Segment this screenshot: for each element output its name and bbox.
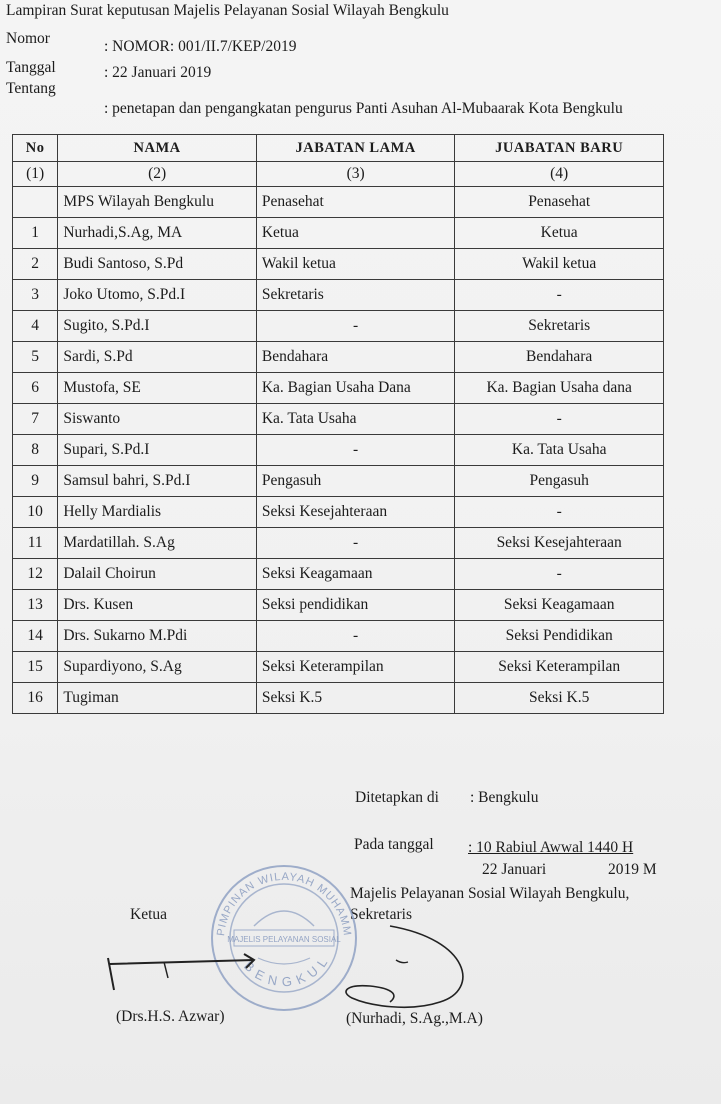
- row-jabatan-lama: Pengasuh: [256, 466, 455, 497]
- row-jabatan-lama: -: [256, 435, 455, 466]
- row-number: 3: [13, 280, 58, 311]
- row-number: 7: [13, 404, 58, 435]
- tentang-label: Tentang: [6, 80, 56, 97]
- table-row: [13, 466, 664, 497]
- ketua-name: (Drs.H.S. Azwar): [116, 1008, 225, 1025]
- row-jabatan-lama: Seksi K.5: [256, 683, 455, 714]
- row-nama: Supardiyono, S.Ag: [58, 652, 257, 683]
- table-row: [13, 218, 664, 249]
- row-number: 12: [13, 559, 58, 590]
- row-nama: Tugiman: [58, 683, 257, 714]
- table-row: [13, 559, 664, 590]
- pengurus-table: [12, 134, 664, 714]
- row-jabatan-lama: Penasehat: [256, 187, 455, 218]
- index-cell: (3): [256, 162, 455, 187]
- row-jabatan-baru: Bendahara: [455, 342, 664, 373]
- sekretaris-label: Sekretaris: [350, 906, 412, 923]
- nomor-value: : NOMOR: 001/II.7/KEP/2019: [104, 38, 297, 55]
- table-row: [13, 590, 664, 621]
- header-no: No: [13, 135, 58, 162]
- table-row: [13, 652, 664, 683]
- row-jabatan-lama: -: [256, 528, 455, 559]
- row-jabatan-baru: Seksi Keterampilan: [455, 652, 664, 683]
- row-number: 5: [13, 342, 58, 373]
- row-jabatan-baru: Pengasuh: [455, 466, 664, 497]
- svg-text:PIMPINAN WILAYAH MUHAMMADIYAH: PIMPINAN WILAYAH MUHAMM: [215, 870, 354, 938]
- document-title: Lampiran Surat keputusan Majelis Pelayanan Sosial Wilayah Bengkulu: [6, 2, 449, 19]
- row-number: 10: [13, 497, 58, 528]
- tanggal-value: : 22 Januari 2019: [104, 64, 212, 81]
- row-jabatan-baru: -: [455, 559, 664, 590]
- row-jabatan-lama: -: [256, 621, 455, 652]
- row-nama: Mardatillah. S.Ag: [58, 528, 257, 559]
- row-jabatan-lama: Sekretaris: [256, 280, 455, 311]
- row-jabatan-baru: Ketua: [455, 218, 664, 249]
- row-nama: Drs. Sukarno M.Pdi: [58, 621, 257, 652]
- row-nama: Budi Santoso, S.Pd: [58, 249, 257, 280]
- table-index-row: [13, 162, 664, 187]
- row-jabatan-baru: Seksi Keagamaan: [455, 590, 664, 621]
- index-cell: (2): [58, 162, 257, 187]
- svg-text:BENGKULU: BENGKUL: [241, 950, 334, 990]
- row-jabatan-lama: -: [256, 311, 455, 342]
- header-jabatan-lama: JABATAN LAMA: [256, 135, 455, 162]
- row-number: 9: [13, 466, 58, 497]
- row-jabatan-lama: Seksi Kesejahteraan: [256, 497, 455, 528]
- masehi-day: 22 Januari: [482, 861, 547, 878]
- row-jabatan-lama: Ka. Tata Usaha: [256, 404, 455, 435]
- table-row: [13, 621, 664, 652]
- ketua-label: Ketua: [130, 906, 168, 923]
- header-nama: NAMA: [58, 135, 257, 162]
- row-jabatan-baru: -: [455, 404, 664, 435]
- row-jabatan-baru: -: [455, 280, 664, 311]
- index-cell: (1): [13, 162, 58, 187]
- table-row: [13, 435, 664, 466]
- row-number: 8: [13, 435, 58, 466]
- header-jabatan-baru: JUABATAN BARU: [455, 135, 664, 162]
- table-row: [13, 404, 664, 435]
- row-jabatan-lama: Wakil ketua: [256, 249, 455, 280]
- table-row: [13, 497, 664, 528]
- row-number: 4: [13, 311, 58, 342]
- row-number: 15: [13, 652, 58, 683]
- row-nama: Joko Utomo, S.Pd.I: [58, 280, 257, 311]
- row-jabatan-lama: Seksi Keagamaan: [256, 559, 455, 590]
- ditetapkan-label: Ditetapkan di: [355, 789, 439, 806]
- row-jabatan-baru: Wakil ketua: [455, 249, 664, 280]
- ketua-signature: [104, 930, 264, 1000]
- row-nama: Sardi, S.Pd: [58, 342, 257, 373]
- row-number: [13, 187, 58, 218]
- row-jabatan-baru: Seksi Pendidikan: [455, 621, 664, 652]
- table-header-row: [13, 135, 664, 162]
- row-number: 14: [13, 621, 58, 652]
- table-body: [13, 187, 664, 714]
- hijri-date: : 10 Rabiul Awwal 1440 H: [468, 839, 634, 856]
- table-row: [13, 311, 664, 342]
- nomor-label: Nomor: [6, 30, 50, 47]
- row-number: 6: [13, 373, 58, 404]
- row-nama: Mustofa, SE: [58, 373, 257, 404]
- row-nama: Sugito, S.Pd.I: [58, 311, 257, 342]
- row-jabatan-baru: Ka. Bagian Usaha dana: [455, 373, 664, 404]
- row-nama: Supari, S.Pd.I: [58, 435, 257, 466]
- row-jabatan-lama: Bendahara: [256, 342, 455, 373]
- row-jabatan-baru: Seksi Kesejahteraan: [455, 528, 664, 559]
- row-jabatan-lama: Ketua: [256, 218, 455, 249]
- table-row: [13, 249, 664, 280]
- index-cell: (4): [455, 162, 664, 187]
- sekretaris-signature: [330, 920, 480, 1015]
- row-number: 2: [13, 249, 58, 280]
- row-jabatan-baru: Ka. Tata Usaha: [455, 435, 664, 466]
- row-nama: Siswanto: [58, 404, 257, 435]
- row-jabatan-lama: Seksi pendidikan: [256, 590, 455, 621]
- table-row: [13, 342, 664, 373]
- table-row: [13, 683, 664, 714]
- row-jabatan-baru: Seksi K.5: [455, 683, 664, 714]
- table-row: [13, 280, 664, 311]
- row-nama: Drs. Kusen: [58, 590, 257, 621]
- table-row: [13, 528, 664, 559]
- table-row: [13, 373, 664, 404]
- row-nama: Dalail Choirun: [58, 559, 257, 590]
- sekretaris-name: (Nurhadi, S.Ag.,M.A): [346, 1010, 483, 1027]
- row-nama: Helly Mardialis: [58, 497, 257, 528]
- svg-text:MAJELIS PELAYANAN SOSIAL: MAJELIS PELAYANAN SOSIAL: [227, 935, 341, 944]
- row-number: 11: [13, 528, 58, 559]
- row-jabatan-lama: Seksi Keterampilan: [256, 652, 455, 683]
- row-number: 13: [13, 590, 58, 621]
- organization-name: Majelis Pelayanan Sosial Wilayah Bengkulu,: [350, 885, 630, 902]
- tentang-value: : penetapan dan pengangkatan pengurus Panti Asuhan Al-Mubaarak Kota Bengkulu: [104, 100, 623, 117]
- row-nama: MPS Wilayah Bengkulu: [58, 187, 257, 218]
- row-nama: Samsul bahri, S.Pd.I: [58, 466, 257, 497]
- tanggal-label: Tanggal: [6, 59, 56, 76]
- row-number: 16: [13, 683, 58, 714]
- pada-tanggal-label: Pada tanggal: [354, 836, 434, 853]
- row-jabatan-baru: -: [455, 497, 664, 528]
- row-jabatan-lama: Ka. Bagian Usaha Dana: [256, 373, 455, 404]
- row-jabatan-baru: Penasehat: [455, 187, 664, 218]
- ditetapkan-value: : Bengkulu: [470, 789, 539, 806]
- table-row: [13, 187, 664, 218]
- row-jabatan-baru: Sekretaris: [455, 311, 664, 342]
- row-nama: Nurhadi,S.Ag, MA: [58, 218, 257, 249]
- row-number: 1: [13, 218, 58, 249]
- masehi-year: 2019 M: [608, 861, 657, 878]
